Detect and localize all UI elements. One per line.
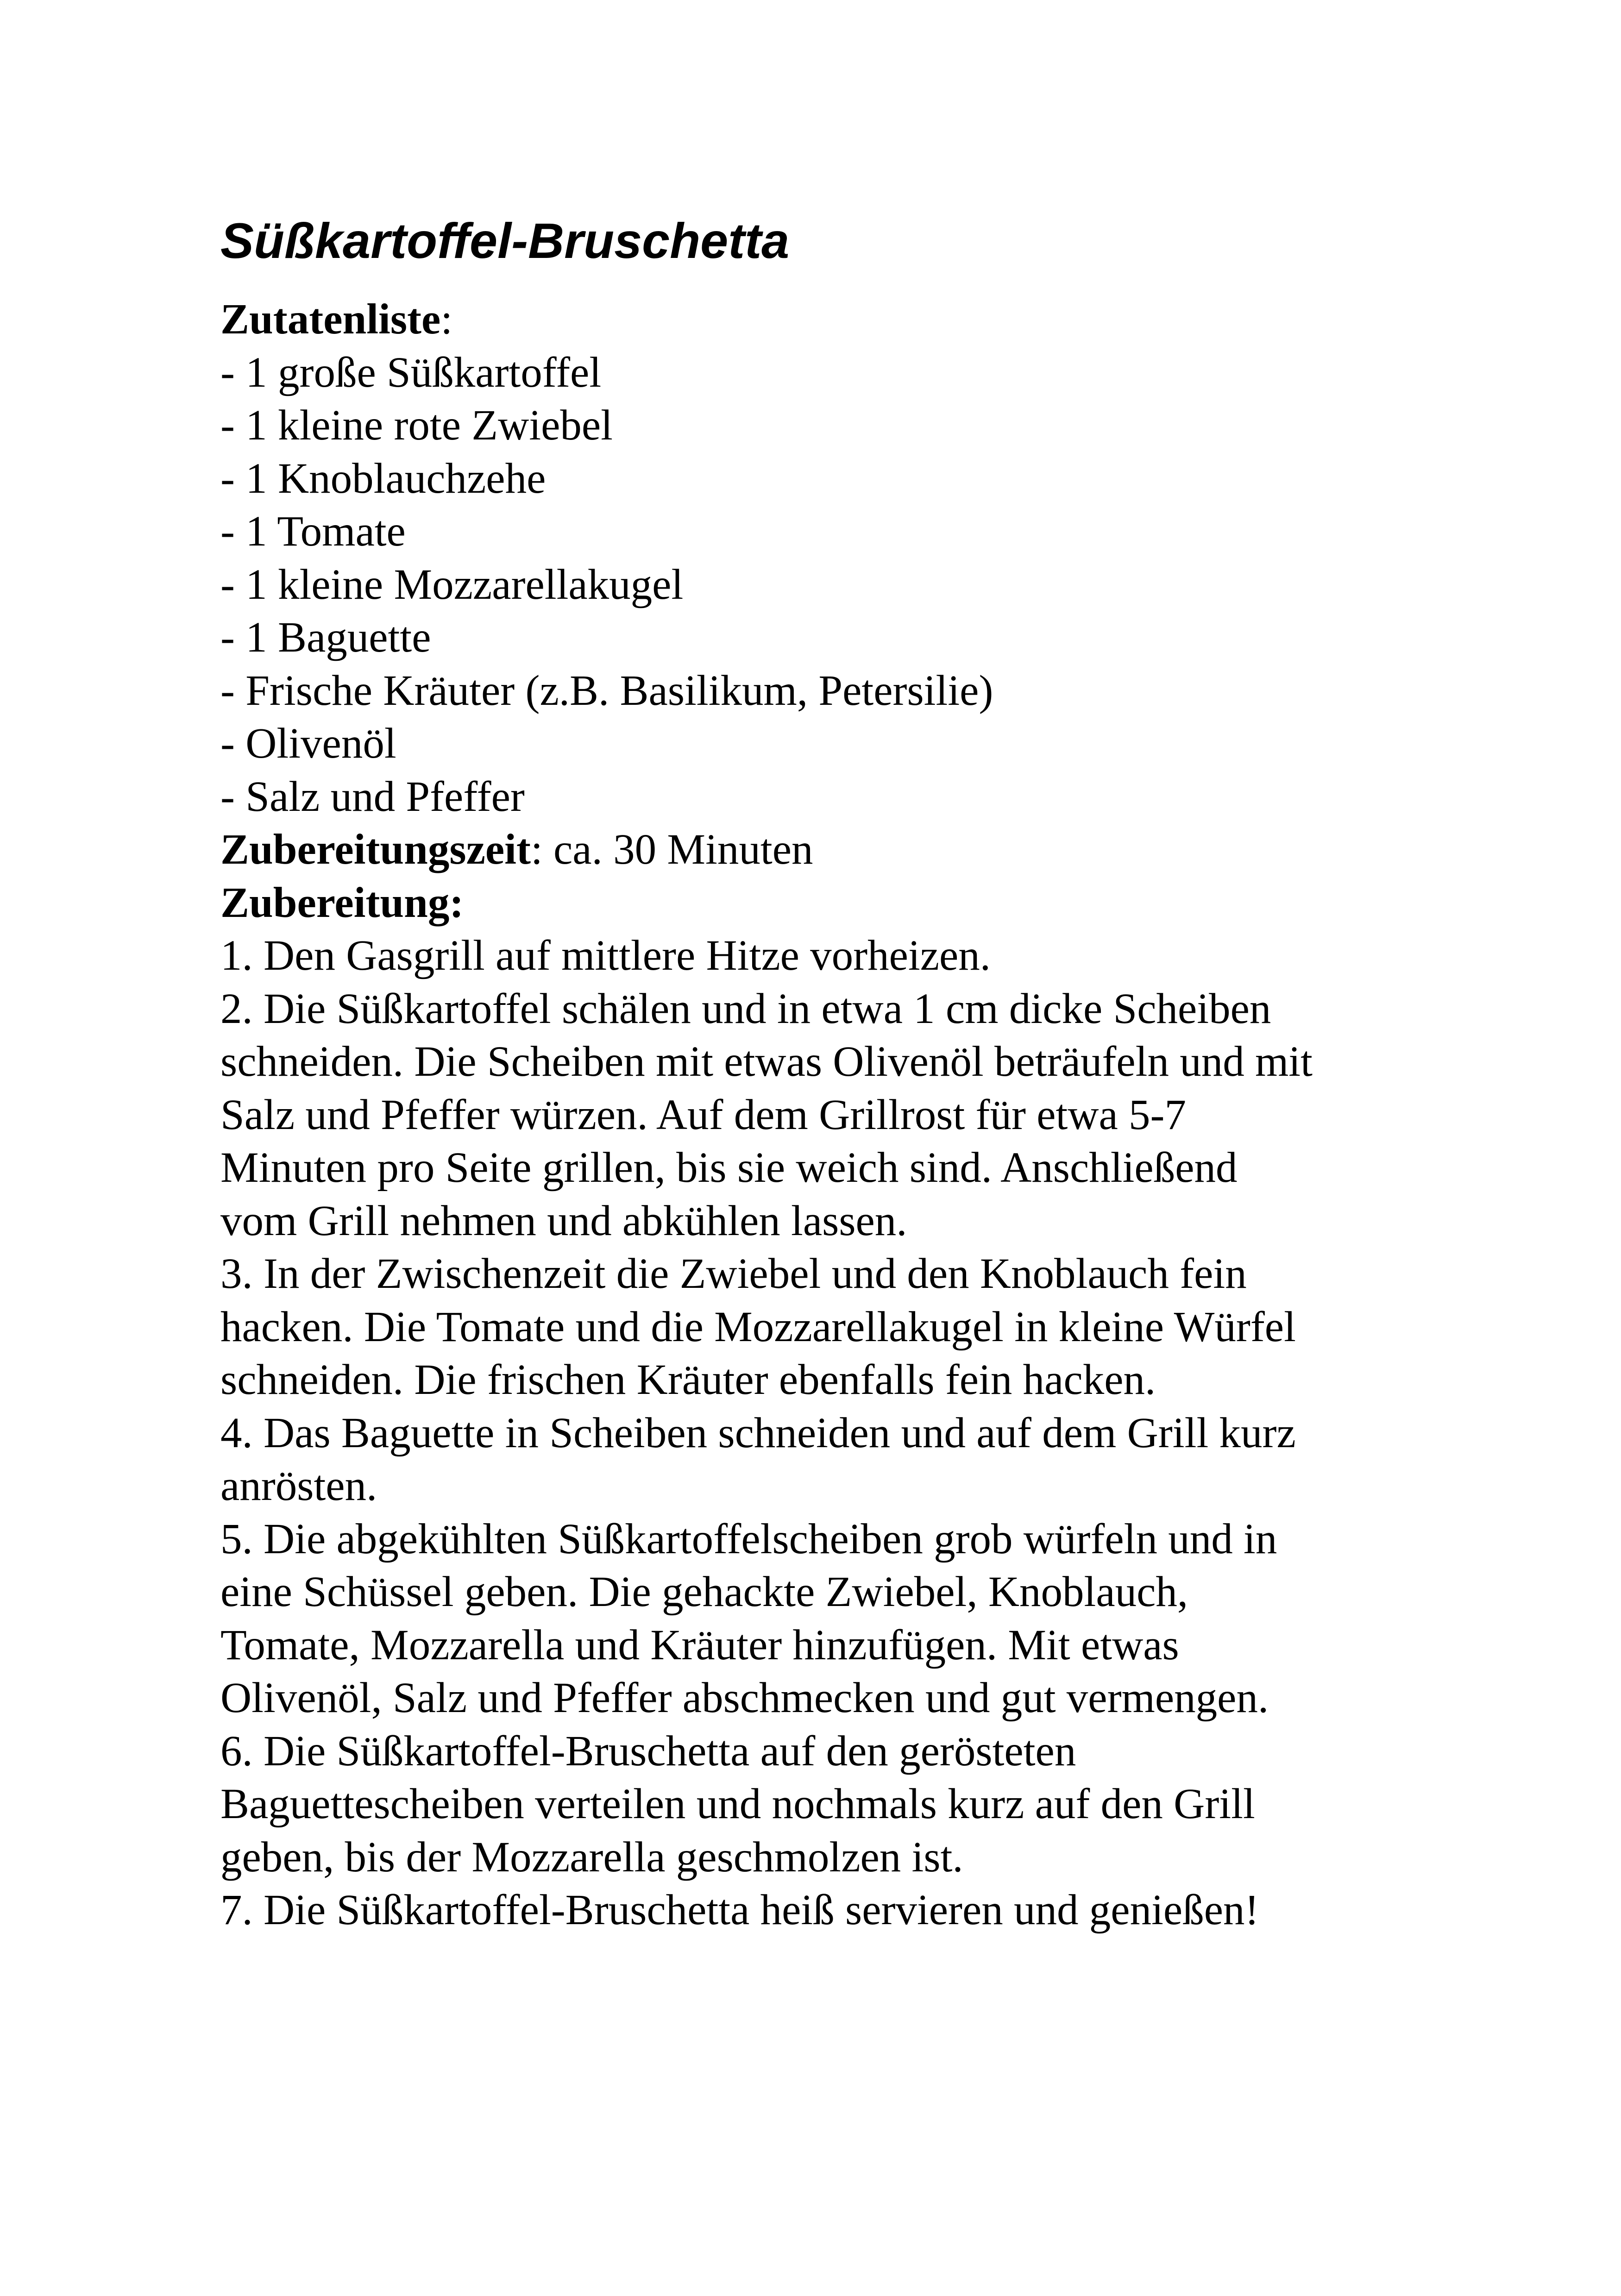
preparation-heading: Zubereitung: [220,878,464,927]
prep-time-value: : ca. 30 Minuten [530,826,813,873]
preparation-line: 5. Die abgekühlten Süßkartoffelscheiben grob würfeln und in [220,1515,1277,1563]
preparation-line: vom Grill nehmen und abkühlen lassen. [220,1197,907,1245]
preparation-line: 4. Das Baguette in Scheiben schneiden und auf dem Grill kurz [220,1409,1296,1457]
preparation-line: 2. Die Süßkartoffel schälen und in etwa 1 cm dicke Scheiben [220,985,1271,1033]
ingredient-item: - 1 Tomate [220,508,406,555]
recipe-body [220,293,1425,1937]
preparation-line: anrösten. [220,1462,377,1510]
preparation-line: Minuten pro Seite grillen, bis sie weich sind. Anschließend [220,1144,1238,1192]
ingredient-item: - 1 Baguette [220,614,431,661]
preparation-line: Baguettescheiben verteilen und nochmals kurz auf den Grill [220,1780,1255,1828]
preparation-line: Olivenöl, Salz und Pfeffer abschmecken und gut vermengen. [220,1674,1269,1722]
ingredient-item: - Salz und Pfeffer [220,772,525,821]
recipe-content [220,211,1425,1937]
preparation-line: 7. Die Süßkartoffel-Bruschetta heiß servieren und genießen! [220,1886,1259,1934]
preparation-line: 6. Die Süßkartoffel-Bruschetta auf den gerösteten [220,1727,1076,1775]
prep-time-line [220,823,1425,877]
ingredients-heading-line [220,293,1425,346]
preparation-line: 3. In der Zwischenzeit die Zwiebel und den Knoblauch fein [220,1250,1247,1298]
preparation-line: Tomate, Mozzarella und Kräuter hinzufügen. Mit etwas [220,1621,1179,1669]
preparation-line: geben, bis der Mozzarella geschmolzen ist. [220,1833,963,1881]
ingredients-heading: Zutatenliste [220,295,441,343]
preparation-line: schneiden. Die Scheiben mit etwas Olivenöl beträufeln und mit [220,1038,1313,1085]
preparation-line: eine Schüssel geben. Die gehackte Zwiebel, Knoblauch, [220,1568,1188,1616]
ingredients-heading-colon: : [440,295,453,343]
recipe-title: Süßkartoffel-Bruschetta [220,213,790,269]
preparation-line: schneiden. Die frischen Kräuter ebenfalls fein hacken. [220,1356,1156,1404]
preparation-line: 1. Den Gasgrill auf mittlere Hitze vorheizen. [220,932,991,979]
ingredient-item: - Frische Kräuter (z.B. Basilikum, Petersilie) [220,666,993,715]
ingredient-item: - 1 große Süßkartoffel [220,348,602,396]
preparation-line: hacken. Die Tomate und die Mozzarellakugel in kleine Würfel [220,1303,1296,1351]
preparation-line: Salz und Pfeffer würzen. Auf dem Grillrost für etwa 5-7 [220,1091,1187,1139]
prep-time-label: Zubereitungszeit [220,826,531,873]
ingredient-item: - Olivenöl [220,720,396,767]
ingredient-item: - 1 Knoblauchzehe [220,454,546,502]
ingredient-item: - 1 kleine rote Zwiebel [220,401,613,449]
ingredient-item: - 1 kleine Mozzarellakugel [220,560,684,609]
